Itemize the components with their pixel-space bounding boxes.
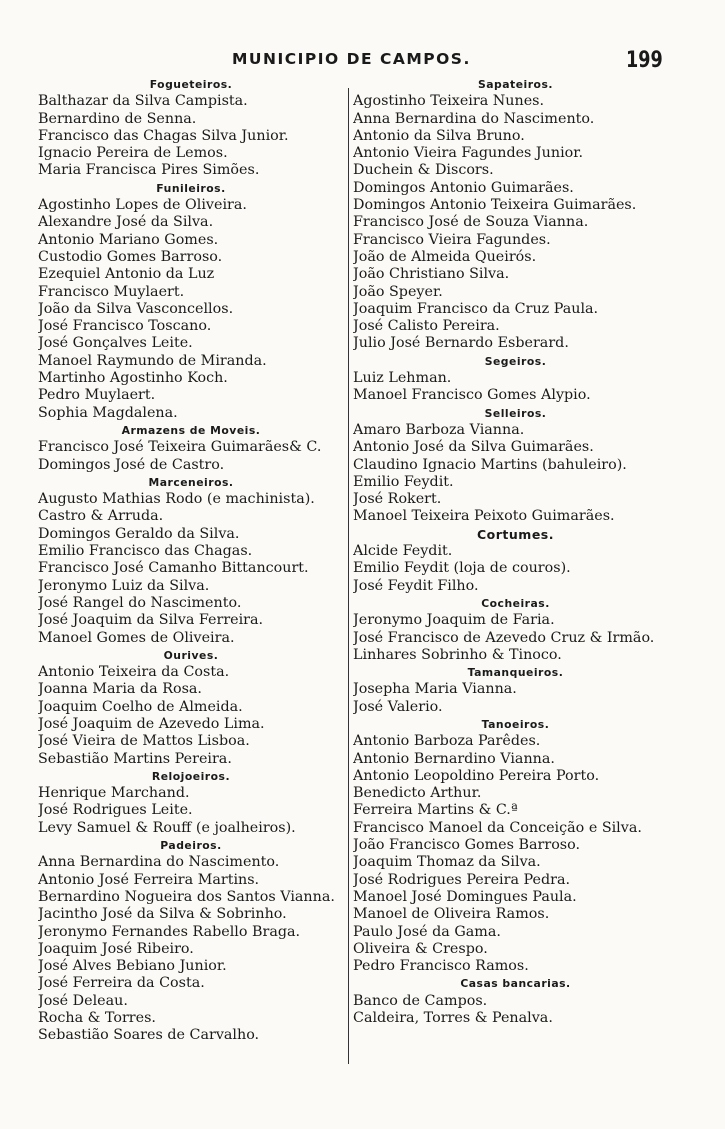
directory-entry: Linhares Sobrinho & Tinoco.	[353, 646, 562, 663]
directory-entry: Alexandre José da Silva.	[38, 214, 214, 231]
directory-entry: Domingos Geraldo da Silva.	[38, 525, 240, 542]
directory-entry: Joaquim José Ribeiro.	[38, 940, 194, 957]
directory-entry: Alcide Feydit.	[353, 543, 453, 560]
section-heading: Fogueteiros.	[149, 78, 233, 91]
directory-entry: Antonio Bernardino Vianna.	[353, 750, 555, 767]
directory-entry: Ignacio Pereira de Lemos.	[38, 145, 228, 162]
directory-entry: Francisco José Camanho Bittancourt.	[38, 560, 309, 577]
directory-entry: Manoel de Oliveira Ramos.	[353, 906, 550, 923]
directory-entry: Caldeira, Torres & Penalva.	[353, 1010, 553, 1027]
directory-entry: Francisco Muylaert.	[38, 283, 185, 300]
directory-entry: Francisco José Teixeira Guimarães& C.	[38, 439, 322, 456]
section-heading: Tamanqueiros.	[467, 666, 564, 680]
directory-entry: Manoel Gomes de Oliveira.	[38, 629, 235, 646]
directory-entry: João Speyer.	[353, 283, 443, 300]
directory-entry: José Calisto Pereira.	[353, 318, 500, 335]
directory-entry: Martinho Agostinho Koch.	[38, 370, 228, 387]
directory-entry: José Rodrigues Leite.	[38, 802, 193, 819]
directory-entry: Joanna Maria da Rosa.	[38, 681, 202, 698]
section-heading: Tanoeiros.	[481, 717, 550, 731]
section-heading: Selleiros.	[484, 406, 547, 420]
directory-entry: João Christiano Silva.	[353, 266, 510, 283]
directory-entry: Francisco Vieira Fagundes.	[353, 231, 551, 248]
directory-entry: José Joaquim da Silva Ferreira.	[38, 612, 264, 629]
page-header	[0, 48, 725, 78]
directory-entry: Joaquim Francisco da Cruz Paula.	[353, 300, 599, 317]
directory-entry: Emilio Francisco das Chagas.	[38, 543, 253, 560]
directory-entry: José Ferreira da Costa.	[38, 975, 205, 992]
directory-entry: Custodio Gomes Barroso.	[38, 248, 223, 265]
directory-entry: Sebastião Soares de Carvalho.	[38, 1027, 260, 1044]
section-heading: Funileiros.	[156, 181, 226, 195]
directory-entry: Emilio Feydit.	[353, 473, 454, 490]
directory-entry: Manoel Raymundo de Miranda.	[38, 352, 267, 369]
directory-entry: Agostinho Teixeira Nunes.	[353, 93, 545, 110]
directory-entry: Ferreira Martins & C.ª	[353, 802, 518, 819]
directory-entry: Antonio Teixeira da Costa.	[38, 664, 230, 681]
section-heading: Armazens de Moveis.	[121, 423, 261, 437]
directory-entry: Henrique Marchand.	[38, 785, 190, 802]
directory-entry: José Rodrigues Pereira Pedra.	[353, 871, 571, 888]
directory-entry: João da Silva Vasconcellos.	[38, 300, 234, 317]
directory-entry: Joaquim Thomaz da Silva.	[353, 854, 541, 871]
directory-entry: Antonio Mariano Gomes.	[38, 231, 219, 248]
directory-entry: Antonio Leopoldino Pereira Porto.	[353, 767, 600, 784]
directory-entry: Balthazar da Silva Campista.	[38, 93, 248, 110]
column-divider	[348, 88, 349, 1064]
directory-entry: José Joaquim de Azevedo Lima.	[38, 715, 265, 732]
section-heading: Padeiros.	[160, 839, 222, 853]
directory-entry: Manoel José Domingues Paula.	[353, 888, 577, 905]
directory-entry: Jeronymo Joaquim de Faria.	[353, 612, 555, 629]
directory-entry: Domingos Antonio Guimarães.	[353, 179, 574, 196]
directory-entry: Augusto Mathias Rodo (e machinista).	[38, 491, 315, 508]
directory-entry: Antonio Vieira Fagundes Junior.	[353, 145, 584, 162]
directory-entry: José Rangel do Nascimento.	[38, 594, 242, 611]
directory-entry: Amaro Barboza Vianna.	[353, 421, 525, 438]
section-heading: Sapateiros.	[477, 78, 554, 91]
directory-entry: Joaquim Coelho de Almeida.	[38, 698, 243, 715]
directory-entry: José Vieira de Mattos Lisboa.	[38, 733, 250, 750]
directory-entry: Duchein & Discors.	[353, 162, 494, 179]
directory-entry: Julio José Bernardo Esberard.	[353, 335, 569, 352]
directory-entry: Antonio José Ferreira Martins.	[38, 871, 260, 888]
directory-entry: Antonio José da Silva Guimarães.	[353, 439, 594, 456]
section-heading: Marceneiros.	[148, 475, 234, 489]
directory-entry: João de Almeida Queirós.	[353, 248, 537, 265]
section-heading: Ourives.	[163, 648, 219, 662]
left-column	[38, 76, 344, 1045]
directory-entry: Antonio Barboza Parêdes.	[353, 733, 541, 750]
directory-entry: Anna Bernardina do Nascimento.	[353, 110, 595, 127]
directory-entry: Castro & Arruda.	[38, 508, 164, 525]
directory-entry: Domingos José de Castro.	[38, 456, 225, 473]
directory-entry: Jeronymo Fernandes Rabello Braga.	[38, 923, 301, 940]
directory-entry: José Rokert.	[353, 491, 442, 508]
directory-entry: Pedro Muylaert.	[38, 387, 156, 404]
directory-entry: Agostinho Lopes de Oliveira.	[38, 197, 247, 214]
directory-entry: Francisco José de Souza Vianna.	[353, 214, 589, 231]
directory-entry: Paulo José da Gama.	[353, 923, 501, 940]
directory-entry: Banco de Campos.	[353, 992, 488, 1009]
directory-entry: Ezequiel Antonio da Luz	[38, 266, 215, 283]
directory-entry: Oliveira & Crespo.	[353, 940, 488, 957]
section-heading: Casas bancarias.	[460, 977, 571, 991]
directory-entry: Maria Francisca Pires Simões.	[38, 162, 260, 179]
section-heading: Relojoeiros.	[151, 769, 231, 783]
directory-entry: José Alves Bebiano Junior.	[38, 958, 227, 975]
directory-entry: Sophia Magdalena.	[38, 404, 178, 421]
directory-entry: José Francisco de Azevedo Cruz & Irmão.	[353, 629, 655, 646]
directory-entry: João Francisco Gomes Barroso.	[353, 837, 581, 854]
directory-entry: Luiz Lehman.	[353, 370, 452, 387]
directory-entry: Manoel Teixeira Peixoto Guimarães.	[353, 508, 615, 525]
directory-entry: Francisco Manoel da Conceição e Silva.	[353, 819, 642, 836]
directory-entry: Rocha & Torres.	[38, 1010, 156, 1027]
directory-entry: Levy Samuel & Rouff (e joalheiros).	[38, 819, 296, 836]
directory-entry: José Francisco Toscano.	[38, 318, 212, 335]
directory-entry: Claudino Ignacio Martins (bahuleiro).	[353, 456, 627, 473]
directory-entry: Bernardino Nogueira dos Santos Vianna.	[38, 888, 335, 905]
directory-entry: José Gonçalves Leite.	[38, 335, 193, 352]
directory-entry: Jeronymo Luiz da Silva.	[38, 577, 210, 594]
page-number: 199	[626, 48, 663, 73]
directory-entry: Domingos Antonio Teixeira Guimarães.	[353, 197, 637, 214]
directory-entry: Sebastião Martins Pereira.	[38, 750, 232, 767]
section-heading: Cortumes.	[477, 526, 554, 542]
right-column	[353, 76, 678, 1027]
directory-entry: Emilio Feydit (loja de couros).	[353, 560, 571, 577]
directory-entry: Bernardino de Senna.	[38, 110, 197, 127]
directory-entry: Anna Bernardina do Nascimento.	[38, 854, 280, 871]
directory-entry: Francisco das Chagas Silva Junior.	[38, 127, 289, 144]
directory-entry: José Feydit Filho.	[353, 577, 479, 594]
directory-entry: Josepha Maria Vianna.	[353, 681, 517, 698]
directory-entry: Manoel Francisco Gomes Alypio.	[353, 387, 591, 404]
directory-entry: Jacintho José da Silva & Sobrinho.	[38, 906, 287, 923]
directory-entry: Antonio da Silva Bruno.	[353, 127, 525, 144]
section-heading: Cocheiras.	[481, 596, 550, 610]
directory-entry: José Deleau.	[38, 992, 128, 1009]
directory-entry: Pedro Francisco Ramos.	[353, 958, 529, 975]
directory-entry: Benedicto Arthur.	[353, 785, 482, 802]
page-title: MUNICIPIO DE CAMPOS.	[232, 50, 471, 68]
section-heading: Segeiros.	[484, 354, 547, 368]
directory-entry: José Valerio.	[353, 698, 443, 715]
